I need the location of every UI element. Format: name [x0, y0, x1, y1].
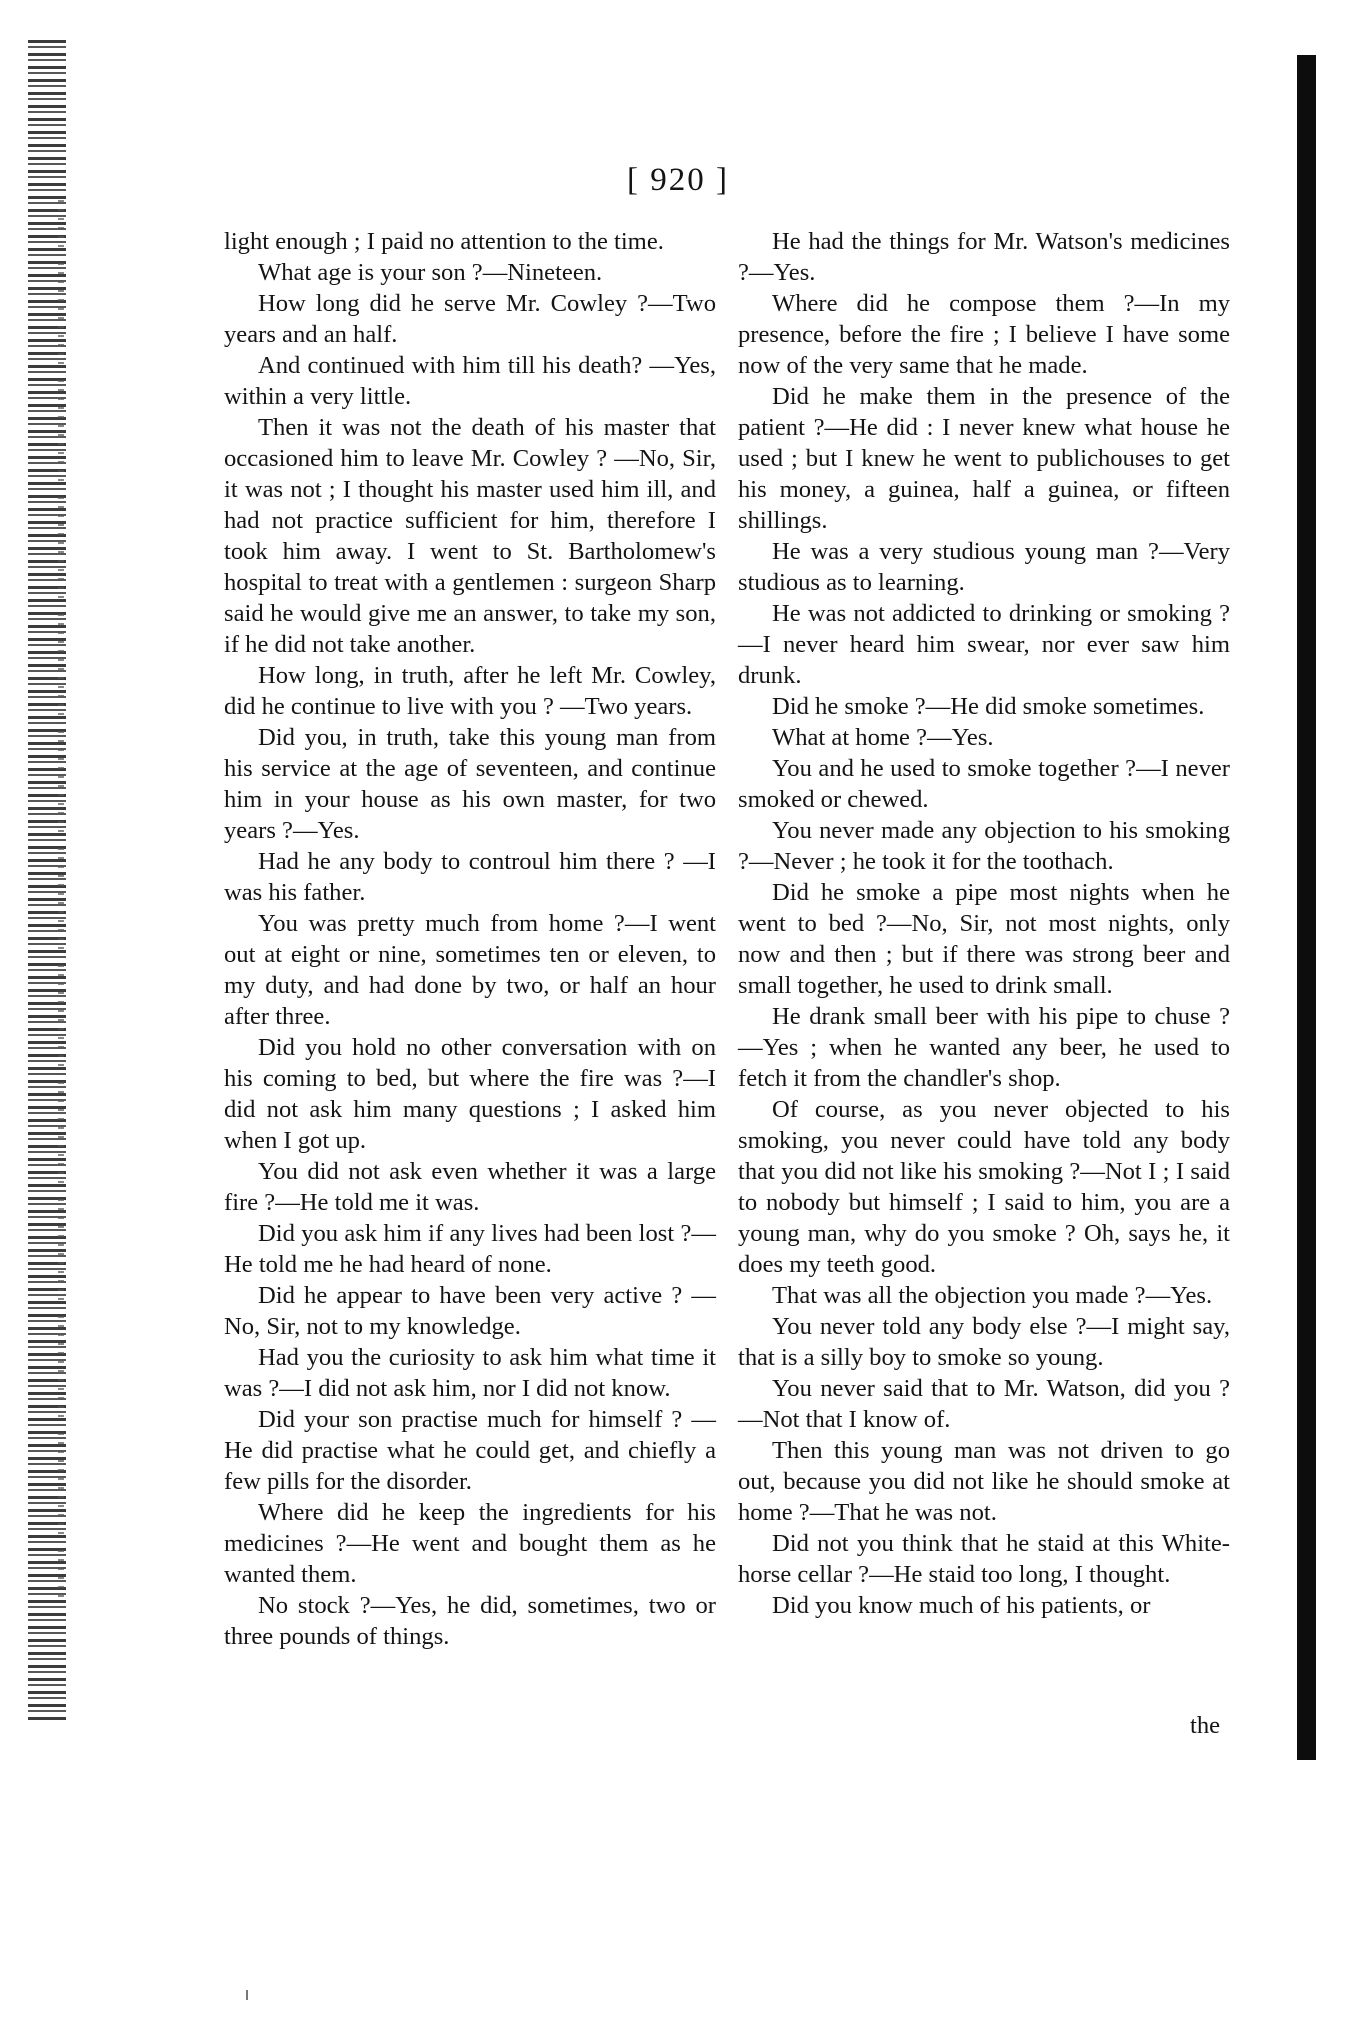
paragraph: He drank small beer with his pipe to chuse ?—Yes ; when he wanted any beer, he used to fetch it from the chandler's shop.: [738, 1003, 1230, 1092]
paragraph: Did not you think that he staid at this White-horse cellar ?—He staid too long, I thought.: [738, 1530, 1230, 1588]
paragraph: No stock ?—Yes, he did, sometimes, two or three pounds of things.: [224, 1592, 716, 1650]
paragraph: You never said that to Mr. Watson, did you ?—Not that I know of.: [738, 1375, 1230, 1433]
paragraph: You never told any body else ?—I might say, that is a silly boy to smoke so young.: [738, 1313, 1230, 1371]
scanned-margin-speckle: [58, 200, 64, 1600]
paragraph: Did he appear to have been very active ? —No, Sir, not to my knowledge.: [224, 1282, 716, 1340]
stray-ink-mark: [246, 1990, 248, 2000]
catchword: the: [1190, 1712, 1221, 1739]
page-number: [ 920 ]: [627, 162, 729, 198]
paragraph: That was all the objection you made ?—Yes.: [772, 1282, 1213, 1309]
paragraph: Had he any body to controul him there ? —I was his father.: [224, 848, 716, 906]
paragraph: You did not ask even whether it was a large fire ?—He told me it was.: [224, 1158, 716, 1216]
paragraph: He had the things for Mr. Watson's medicines ?—Yes.: [738, 228, 1230, 286]
paragraph: Then this young man was not driven to go out, because you did not like he should smoke at home ?—That he was not.: [738, 1437, 1230, 1526]
paragraph: And continued with him till his death? —Yes, within a very little.: [224, 352, 716, 410]
paragraph: How long, in truth, after he left Mr. Cowley, did he continue to live with you ? —Two years.: [224, 662, 716, 720]
right-column: [738, 226, 1230, 1621]
paragraph: How long did he serve Mr. Cowley ?—Two years and an half.: [224, 290, 716, 348]
paragraph: Did he smoke ?—He did smoke sometimes.: [772, 693, 1205, 720]
paragraph: You never made any objection to his smoking ?—Never ; he took it for the toothach.: [738, 817, 1230, 875]
paragraph: You was pretty much from home ?—I went out at eight or nine, sometimes ten or eleven, to my duty, and had done by two, or half an hour after three.: [224, 910, 716, 1030]
scanned-right-edge-bar: [1297, 55, 1316, 1760]
paragraph: Of course, as you never objected to his smoking, you never could have told any body that you did not like his smoking ?—Not I ; I said to nobody but himself ; I said to him, you are a young man, why do you smoke ? Oh, says he, it does my teeth good.: [738, 1096, 1230, 1278]
paragraph: Did he make them in the presence of the patient ?—He did : I never knew what house he used ; but I knew he went to publichouses to get his money, a guinea, half a guinea, or fifteen shillings.: [738, 383, 1230, 534]
paragraph: Did you know much of his patients, or: [772, 1592, 1151, 1619]
paragraph: Did you, in truth, take this young man from his service at the age of seventeen, and continue him in your house as his own master, for two years ?—Yes.: [224, 724, 716, 844]
paragraph: Did you hold no other conversation with on his coming to bed, but where the fire was ?—I did not ask him many questions ; I asked him when I got up.: [224, 1034, 716, 1154]
paragraph: What age is your son ?—Nineteen.: [258, 259, 603, 286]
paragraph: light enough ; I paid no attention to the time.: [224, 228, 664, 255]
paragraph: He was not addicted to drinking or smoking ?—I never heard him swear, nor ever saw him drunk.: [738, 600, 1230, 689]
paragraph: Did your son practise much for himself ? —He did practise what he could get, and chiefly a few pills for the disorder.: [224, 1406, 716, 1495]
paragraph: Did you ask him if any lives had been lost ?—He told me he had heard of none.: [224, 1220, 716, 1278]
paragraph: Where did he keep the ingredients for his medicines ?—He went and bought them as he wanted them.: [224, 1499, 716, 1588]
paragraph: Then it was not the death of his master that occasioned him to leave Mr. Cowley ? —No, Sir, it was not ; I thought his master used him ill, and had not practice sufficient for him, therefore I took him away. I went to St. Bartholomew's hospital to treat with a gentlemen : surgeon Sharp said he would give me an answer, to take my son, if he did not take another.: [224, 414, 716, 658]
left-column: [224, 226, 716, 1652]
paragraph: You and he used to smoke together ?—I never smoked or chewed.: [738, 755, 1230, 813]
paragraph: Had you the curiosity to ask him what time it was ?—I did not ask him, nor I did not know.: [224, 1344, 716, 1402]
paragraph: Where did he compose them ?—In my presence, before the fire ; I believe I have some now of the very same that he made.: [738, 290, 1230, 379]
paragraph: What at home ?—Yes.: [772, 724, 994, 751]
paragraph: He was a very studious young man ?—Very studious as to learning.: [738, 538, 1230, 596]
paragraph: Did he smoke a pipe most nights when he went to bed ?—No, Sir, not most nights, only now and then ; but if there was strong beer and small together, he used to drink small.: [738, 879, 1230, 999]
